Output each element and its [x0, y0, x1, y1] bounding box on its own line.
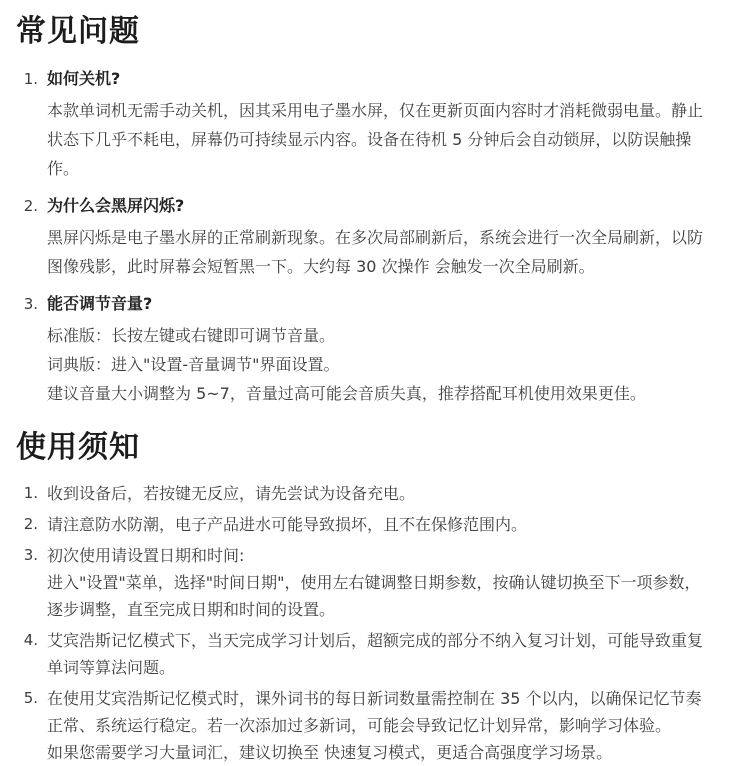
list-number: 1. — [23, 70, 38, 88]
note-item-daily-new-words-limit — [16, 685, 714, 766]
note-paragraph: 请注意防水防潮，电子产品进水可能导致损坏，且不在保修范围内。 — [47, 515, 528, 534]
faq-item-volume-adjust — [16, 291, 714, 408]
list-number: 3. — [23, 546, 38, 564]
note-item-content — [47, 627, 714, 681]
faq-question: 为什么会黑屏闪烁? — [47, 196, 185, 215]
faq-answer-paragraph: 建议音量大小调整为 5~7，音量过高可能会音质失真，推荐搭配耳机使用效果更佳。 — [47, 384, 646, 403]
faq-item-content — [47, 291, 714, 408]
faq-question: 能否调节音量? — [47, 294, 153, 313]
note-item-content — [47, 511, 714, 538]
list-number: 2. — [23, 515, 38, 533]
faq-section-title: 常见问题 — [16, 14, 140, 49]
note-item-content — [47, 480, 714, 507]
note-item-charge-first — [16, 480, 714, 507]
list-number: 5. — [23, 689, 38, 707]
faq-answer-paragraph: 黑屏闪烁是电子墨水屏的正常刷新现象。在多次局部刷新后，系统会进行一次全局刷新，以防图像残影，此时屏幕会短暂黑一下。大约每 30 次操作 会触发一次全局刷新。 — [47, 228, 704, 276]
list-number: 4. — [23, 631, 38, 649]
faq-item-how-to-power-off — [16, 66, 714, 183]
note-item-content — [47, 542, 714, 623]
faq-answer-paragraph: 词典版：进入"设置-音量调节"界面设置。 — [47, 355, 340, 374]
note-item-ebbinghaus-overplan — [16, 627, 714, 681]
note-item-set-datetime — [16, 542, 714, 623]
faq-item-screen-flicker — [16, 193, 714, 281]
faq-list — [16, 66, 714, 408]
faq-item-content — [47, 193, 714, 281]
list-number: 1. — [23, 484, 38, 502]
usage-notes-list — [16, 480, 714, 766]
note-item-waterproof — [16, 511, 714, 538]
notes-section-title: 使用须知 — [16, 430, 140, 465]
note-paragraph: 如果您需要学习大量词汇，建议切换至 快速复习模式，更适合高强度学习场景。 — [47, 743, 613, 762]
faq-item-content — [47, 66, 714, 183]
note-paragraph: 进入"设置"菜单，选择"时间日期"，使用左右键调整日期参数，按确认键切换至下一项参数，逐步调整，直至完成日期和时间的设置。 — [47, 573, 701, 619]
note-item-content — [47, 685, 714, 766]
faq-answer-paragraph: 本款单词机无需手动关机，因其采用电子墨水屏，仅在更新页面内容时才消耗微弱电量。静止状态下几乎不耗电，屏幕仍可持续显示内容。设备在待机 5 分钟后会自动锁屏，以防误触操作。 — [47, 101, 704, 178]
note-paragraph: 初次使用请设置日期和时间: — [47, 546, 245, 565]
list-number: 3. — [23, 295, 38, 313]
note-paragraph: 在使用艾宾浩斯记忆模式时，课外词书的每日新词数量需控制在 35 个以内，以确保记忆节奏正常、系统运行稳定。若一次添加过多新词，可能会导致记忆计划异常，影响学习体验。 — [47, 689, 702, 735]
faq-question: 如何关机? — [47, 69, 121, 88]
faq-answer-paragraph: 标准版：长按左键或右键即可调节音量。 — [47, 326, 336, 345]
note-paragraph: 艾宾浩斯记忆模式下，当天完成学习计划后，超额完成的部分不纳入复习计划，可能导致重复单词等算法问题。 — [47, 631, 704, 677]
note-paragraph: 收到设备后，若按键无反应，请先尝试为设备充电。 — [47, 484, 416, 503]
list-number: 2. — [23, 197, 38, 215]
